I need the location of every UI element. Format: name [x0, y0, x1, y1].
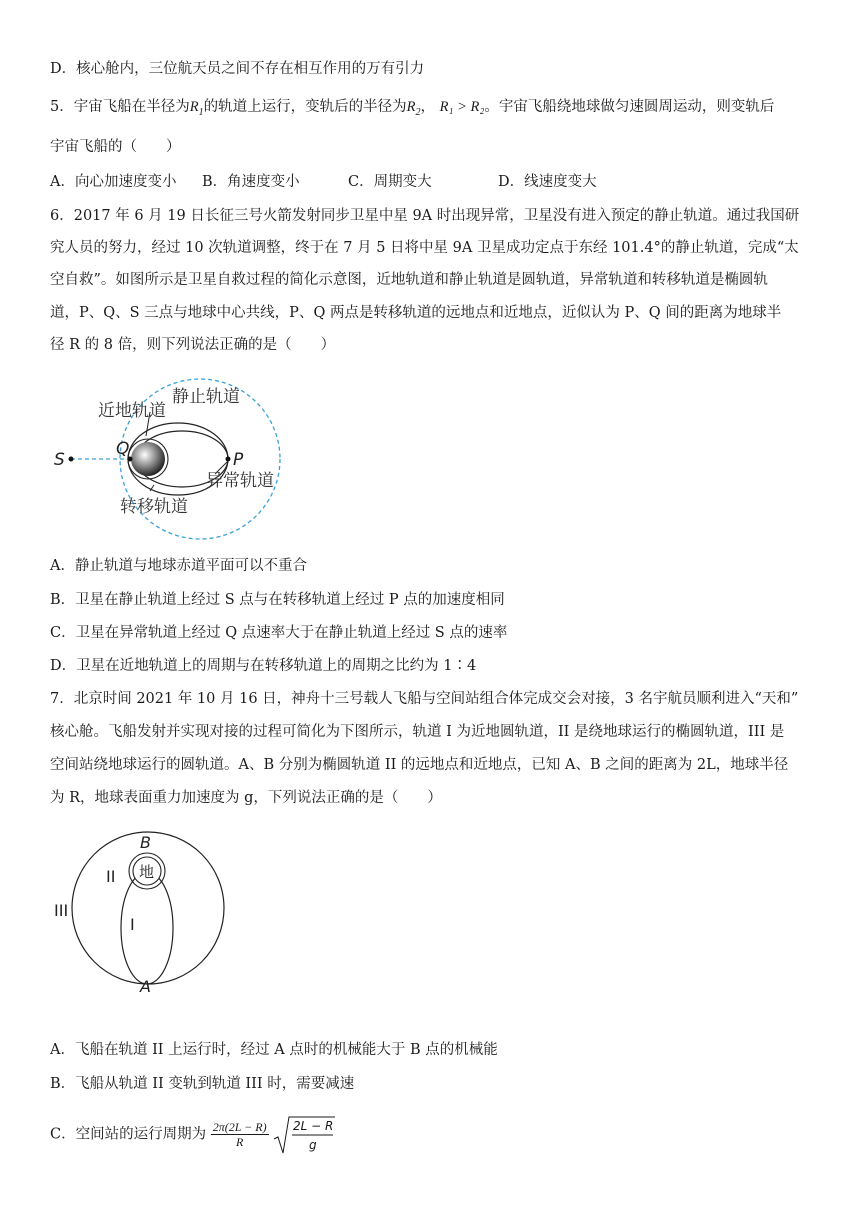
q6-option-c: C．卫星在异常轨道上经过 Q 点速率大于在静止轨道上经过 S 点的速率: [50, 625, 508, 641]
label-earth: 地: [139, 863, 155, 881]
q5-option-d: D．线速度变大: [498, 174, 597, 190]
label-abnormal-orbit: 异常轨道: [206, 471, 274, 491]
q7-option-a: A．飞船在轨道 II 上运行时，经过 A 点时的机械能大于 B 点的机械能: [50, 1042, 498, 1058]
point-P: [226, 457, 231, 462]
q7-stem-line3: 空间站绕地球运行的圆轨道。A、B 分别为椭圆轨道 II 的远地点和近地点，已知 A、B 之间的距离为 2L，地球半径: [50, 757, 789, 773]
q6-stem-line1: 6．2017 年 6 月 19 日长征三号火箭发射同步卫星中星 9A 时出现异常，卫星没有进入预定的静止轨道。通过我国研: [50, 208, 800, 224]
q6-option-d: D．卫星在近地轨道上的周期与在转移轨道上的周期之比约为 1∶4: [50, 658, 477, 674]
q7-option-c: [50, 1114, 830, 1155]
label-S: S: [54, 450, 65, 470]
q5-R1: $R_1$: [189, 99, 204, 118]
q6-option-b: B．卫星在静止轨道上经过 S 点与在转移轨道上经过 P 点的加速度相同: [50, 592, 505, 608]
q7-stem-line4: 为 R，地球表面重力加速度为 g，下列说法正确的是（ ）: [50, 790, 442, 806]
svg-text:2L − R: 2L − R: [293, 1118, 334, 1133]
label-III: III: [54, 901, 69, 920]
q5-option-b: B．角速度变小: [202, 174, 300, 190]
q5-stem-text-b: 的轨道上运行，变轨后的半径为: [203, 99, 407, 115]
q4-option-d: D．核心舱内，三位航天员之间不存在相互作用的万有引力: [50, 61, 425, 77]
label-P: P: [233, 450, 244, 470]
q6-option-a: A．静止轨道与地球赤道平面可以不重合: [50, 558, 307, 574]
q7-option-c-text: C．空间站的运行周期为: [50, 1126, 207, 1143]
q6-stem-line5: 径 R 的 8 倍，则下列说法正确的是（ ）: [50, 337, 336, 353]
label-B: B: [140, 833, 151, 852]
label-transfer-orbit: 转移轨道: [120, 497, 188, 517]
q7-orbit-figure: [50, 820, 250, 995]
q5-option-a: A．向心加速度变小: [50, 174, 177, 190]
earth-sphere: [131, 442, 165, 476]
orbit-III: [72, 832, 224, 984]
q5-comma: ，: [420, 99, 435, 115]
q7-period-fraction: $\frac{2\pi(2L - R)}{R}$: [212, 1119, 267, 1149]
label-static-orbit: 静止轨道: [172, 387, 240, 407]
point-S: [69, 457, 74, 462]
label-Q: Q: [116, 439, 130, 459]
q5-stem-line2: 宇宙飞船的（ ）: [50, 139, 181, 155]
q7-option-b: B．飞船从轨道 II 变轨到轨道 III 时，需要减速: [50, 1076, 355, 1092]
q6-orbit-figure: [50, 372, 290, 552]
q7-stem-line2: 核心舱。飞船发射并实现对接的过程可简化为下图所示，轨道 I 为近地圆轨道，II 是绕地球运行的椭圆轨道，III 是: [50, 724, 785, 740]
q7-stem-line1: 7．北京时间 2021 年 10 月 16 日，神舟十三号载人飞船与空间站组合体完成交会对接，3 名宇航员顺利进入“天和”: [50, 691, 799, 707]
q5-stem-text-d: 。宇宙飞船绕地球做匀速圆周运动，则变轨后: [484, 99, 775, 115]
q5-options: [50, 171, 830, 193]
q5-R2: $R_2$: [406, 99, 421, 118]
q7-period-radical: [273, 1114, 335, 1155]
q5-stem-line1: [50, 96, 830, 124]
q6-stem-line3: 空自救”。如图所示是卫星自救过程的简化示意图，近地轨道和静止轨道是圆轨道，异常轨道和转移轨道是椭圆轨: [50, 272, 768, 288]
label-II: II: [106, 867, 116, 886]
q5-inequality: R₁ > R₂: [439, 99, 485, 115]
label-near-earth-orbit: 近地轨道: [98, 401, 166, 421]
label-I: I: [130, 915, 135, 934]
q5-option-c: C．周期变大: [348, 174, 432, 190]
svg-text:g: g: [309, 1137, 317, 1152]
q5-stem-text-a: 5．宇宙飞船在半径为: [50, 99, 190, 115]
label-A: A: [140, 977, 151, 995]
q6-stem-line4: 道，P、Q、S 三点与地球中心共线，P、Q 两点是转移轨道的远地点和近地点，近似认为 P、Q 间的距离为地球半: [50, 305, 782, 321]
q6-stem-line2: 究人员的努力，经过 10 次轨道调整，终于在 7 月 5 日将中星 9A 卫星成功定点于东经 101.4°的静止轨道，完成“太: [50, 240, 799, 256]
